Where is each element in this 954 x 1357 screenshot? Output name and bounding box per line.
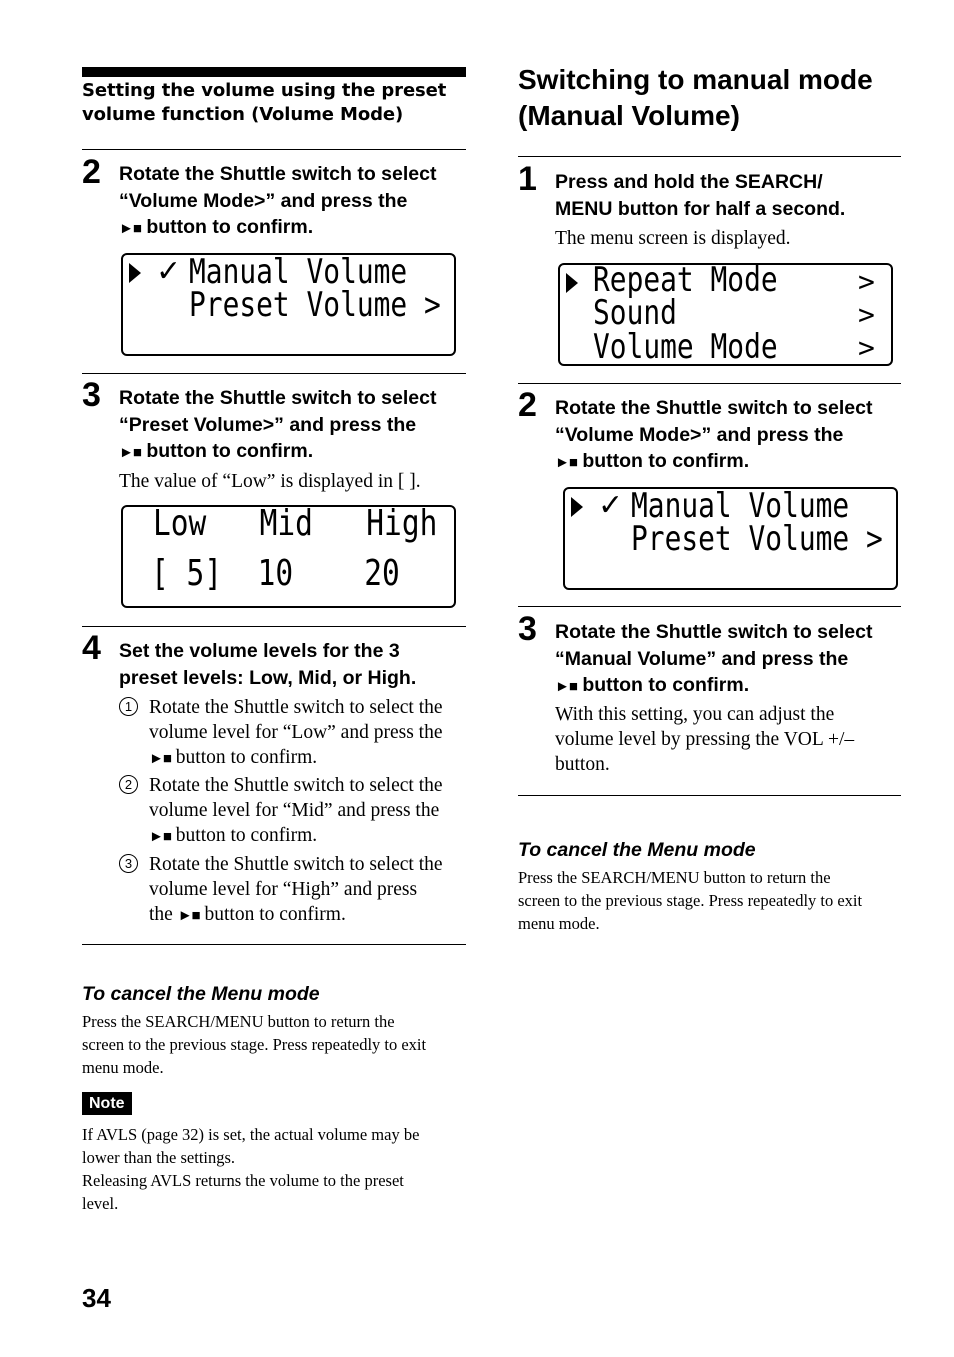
circled-number: 2 [119,775,138,794]
play-stop-icon: ►■ [177,908,200,924]
divider [82,373,466,374]
cancel-heading: To cancel the Menu mode [82,983,320,1005]
lcd-line: Repeat Mode [593,260,778,300]
chevron-right-icon: > [858,298,875,331]
play-stop-icon: ►■ [555,454,577,471]
cursor-icon [566,273,578,293]
step-2 [518,388,901,600]
step-number: 1 [518,160,537,198]
lcd-line: Preset Volume > [189,285,441,325]
step-body: With this setting, you can adjust the volume level by pressing the VOL +/– button. [555,704,855,775]
play-stop-icon: ►■ [149,751,171,767]
circled-number: 3 [119,854,138,873]
step-4 [82,631,466,936]
cancel-heading: To cancel the Menu mode [518,839,756,861]
page-title: Switching to manual mode (Manual Volume) [518,64,873,131]
play-stop-icon: ►■ [119,220,141,237]
step-number: 3 [518,610,537,648]
step-body: The menu screen is displayed. [555,228,791,249]
check-icon: ✓ [598,488,624,523]
lcd-display [121,253,456,356]
step-instruction: Press and hold the SEARCH/ MENU button for half a second. [555,171,846,220]
step-instruction: Rotate the Shuttle switch to select “Volume Mode>” and press the ►■ button to confirm. [119,163,437,238]
cursor-icon [129,263,141,283]
step-instruction: Rotate the Shuttle switch to select “Volume Mode>” and press the ►■ button to confirm. [555,397,873,472]
list-item: 2 Rotate the Shuttle switch to select the volume level for “Mid” and press the ►■ button to confirm. [119,773,469,849]
lcd-line: Sound [593,293,677,333]
list-item: 3 Rotate the Shuttle switch to select the volume level for “High” and press the ►■ button to confirm. [119,852,469,928]
cursor-icon [571,497,583,517]
play-stop-icon: ►■ [119,444,141,461]
lcd-line: Manual Volume [189,252,408,292]
step-1 [518,162,901,377]
divider [82,626,466,627]
check-icon: ✓ [156,254,182,289]
step-3 [518,612,901,787]
step-instruction: Rotate the Shuttle switch to select “Manual Volume” and press the ►■ button to confirm. [555,621,873,696]
lcd-line: Low Mid High [153,503,438,544]
cancel-text: Press the SEARCH/MENU button to return the screen to the previous stage. Press repeatedly to exit menu mode. [82,1012,427,1077]
play-stop-icon: ►■ [555,678,577,695]
cancel-text: Press the SEARCH/MENU button to return the screen to the previous stage. Press repeatedly to exit menu mode. [518,868,863,933]
list-item: 1 Rotate the Shuttle switch to select the volume level for “Low” and press the ►■ button to confirm. [119,695,469,771]
lcd-display [121,505,456,608]
divider [518,795,901,796]
lcd-line: Preset Volume > [631,519,883,559]
page-number: 34 [82,1283,111,1313]
step-number: 4 [82,629,101,667]
play-stop-icon: ►■ [149,829,171,845]
circled-number: 1 [119,697,138,716]
divider [82,944,466,945]
lcd-display [558,260,893,367]
lcd-line: [ 5] 10 20 [151,553,400,594]
step-instruction: Rotate the Shuttle switch to select “Preset Volume>” and press the ►■ button to confirm. [119,387,437,462]
step-number: 3 [82,376,101,414]
note-badge: Note [82,1092,132,1115]
divider [518,606,901,607]
step-3 [82,378,466,618]
step-number: 2 [82,153,101,191]
chevron-right-icon: > [858,265,875,298]
lcd-line: Volume Mode [593,327,778,367]
lcd-display [563,487,898,590]
step-body: The value of “Low” is displayed in [ ]. [119,471,421,492]
step-2 [82,155,466,365]
step-instruction: Set the volume levels for the 3 preset levels: Low, Mid, or High. [119,640,417,689]
section-heading: Setting the volume using the preset volume function (Volume Mode) [82,67,466,127]
lcd-line: Manual Volume [631,486,850,526]
divider [518,383,901,384]
divider [518,156,901,157]
divider [82,149,466,150]
note-text: If AVLS (page 32) is set, the actual volume may be lower than the settings. Releasing AVLS returns the volume to the preset level. [82,1125,420,1213]
chevron-right-icon: > [858,331,875,364]
step-number: 2 [518,386,537,424]
